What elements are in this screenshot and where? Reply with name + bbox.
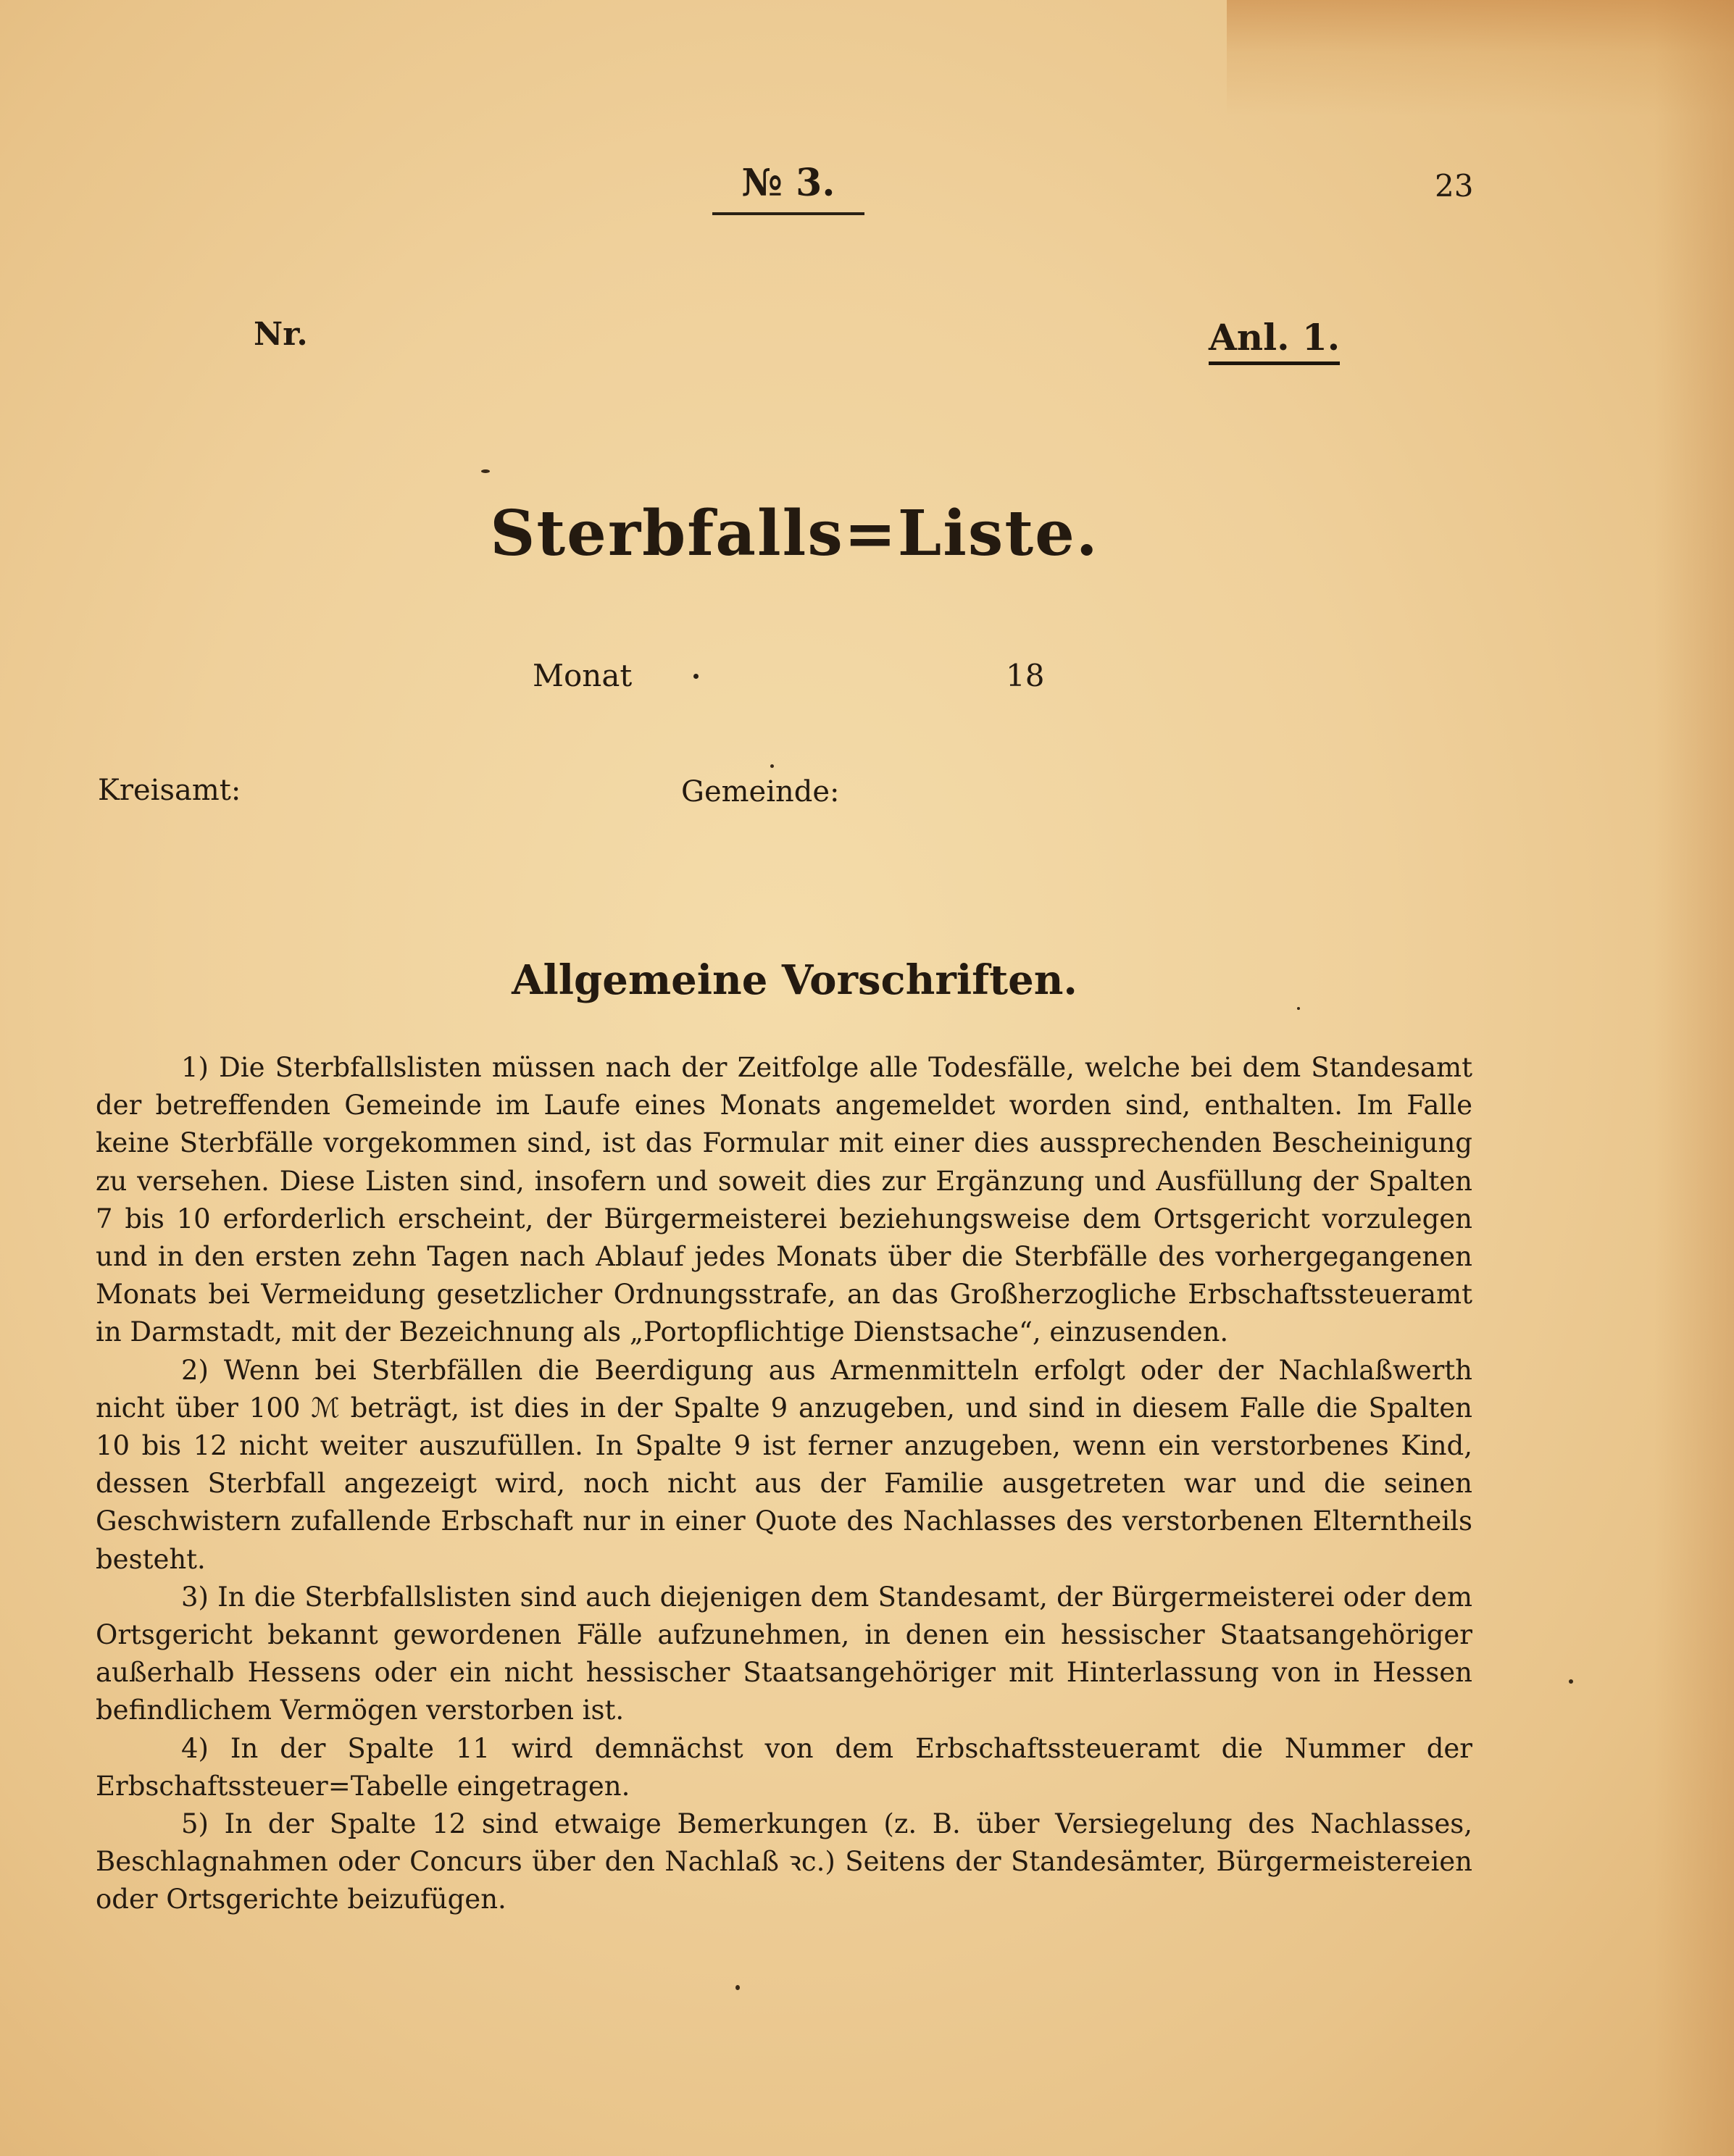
form-number-label: Nr.: [254, 316, 308, 353]
ink-speck: [481, 469, 490, 473]
regulations-body: [96, 1049, 1472, 1919]
ink-speck: [1569, 1679, 1573, 1684]
ink-speck: [1297, 1007, 1300, 1010]
municipality-label: Gemeinde:: [681, 775, 840, 808]
issue-number: № 3.: [712, 161, 864, 215]
page-title: Sterbfalls=Liste.: [490, 497, 1099, 570]
regulation-paragraph-5: 5) In der Spalte 12 sind etwaige Bemerkungen (z. B. über Versiegelung des Nachlasses, Beschlagnahmen oder Concurs über den Nachlaß ꝛc.) Seitens der Standesämter, Bürgermeistereien oder Ortsgerichte beizufügen.: [96, 1808, 1472, 1915]
ink-speck: [770, 764, 774, 768]
month-blank-dot: [693, 674, 699, 679]
page-number: 23: [1435, 168, 1474, 204]
paper-edge-discoloration: [1654, 0, 1734, 2156]
regulation-paragraph-4: 4) In der Spalte 11 wird demnächst von dem Erbschaftssteueramt die Nummer der Erbschaftssteuer=Tabelle eingetragen.: [96, 1732, 1472, 1802]
regulation-paragraph-2: 2) Wenn bei Sterbfällen die Beerdigung aus Armenmitteln erfolgt oder der Nachlaßwerth nicht über 100 ℳ beträgt, ist dies in der Spalte 9 anzugeben, und sind in diesem Falle die Spalten 10 bis 12 nicht weiter auszufüllen. In Spalte 9 ist ferner anzugeben, wenn ein verstorbenes Kind, dessen Sterbfall angezeigt wird, noch nicht aus der Familie ausgetreten war und die seinen Geschwistern zufallende Erbschaft nur in einer Quote des Nachlasses des verstorbenen Elterntheils besteht.: [96, 1354, 1472, 1575]
annex-label: Anl. 1.: [1209, 316, 1340, 365]
month-label: Monat: [533, 658, 633, 693]
regulation-paragraph-3: 3) In die Sterbfallslisten sind auch diejenigen dem Standesamt, der Bürgermeisterei oder dem Ortsgericht bekannt gewordenen Fälle aufzunehmen, in denen ein hessischer Staatsangehöriger außerhalb Hessens oder ein nicht hessischer Staatsangehöriger mit Hinterlassung von in Hessen befindlichem Vermögen verstorben ist.: [96, 1581, 1472, 1726]
ink-speck: [735, 1985, 740, 1990]
year-prefix: 18: [1006, 658, 1045, 693]
regulations-heading: Allgemeine Vorschriften.: [512, 956, 1078, 1004]
regulation-paragraph-1: 1) Die Sterbfallslisten müssen nach der Zeitfolge alle Todesfälle, welche bei dem Standesamt der betreffenden Gemeinde im Laufe eines Monats angemeldet worden sind, enthalten. Im Falle keine Sterbfälle vorgekommen sind, ist das Formular mit einer dies aussprechenden Bescheinigung zu versehen. Diese Listen sind, insofern und soweit dies zur Ergänzung und Ausfüllung der Spalten 7 bis 10 erforderlich erscheint, der Bürgermeisterei beziehungsweise dem Ortsgericht vorzulegen und in den ersten zehn Tagen nach Ablauf jedes Monats über die Sterbfälle des vorhergegangenen Monats bei Vermeidung gesetzlicher Ordnungsstrafe, an das Großherzogliche Erbschaftssteueramt in Darmstadt, mit der Bezeichnung als „Portopflichtige Dienstsache“, einzusenden.: [96, 1052, 1472, 1348]
district-office-label: Kreisamt:: [98, 774, 241, 807]
